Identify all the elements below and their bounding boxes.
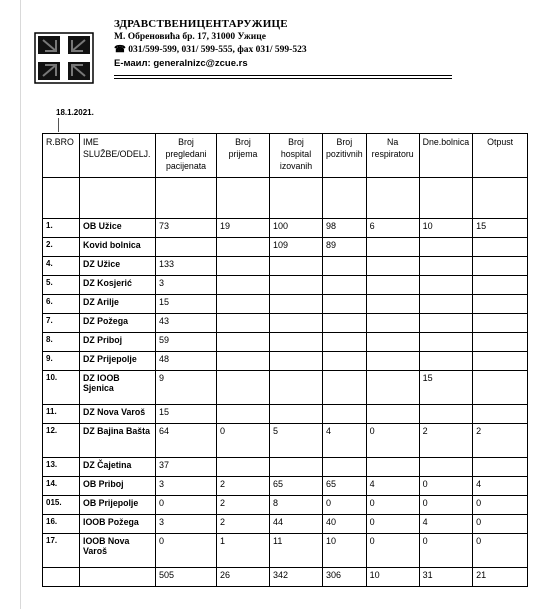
col-header: Na respiratoru	[366, 134, 419, 178]
row-number: 17.	[43, 534, 80, 568]
cell-value	[419, 314, 472, 333]
cell-value: 15	[473, 219, 528, 238]
cell-value: 2	[419, 424, 472, 458]
cell-value: 2	[473, 424, 528, 458]
row-number: 015.	[43, 496, 80, 515]
cell-value	[323, 458, 367, 477]
cell-value	[270, 371, 323, 405]
cell-value	[473, 458, 528, 477]
health-center-logo	[34, 32, 94, 84]
cell-value	[270, 295, 323, 314]
col-header: Broj pregledani pacijenata	[156, 134, 217, 178]
cell-value: 0	[156, 496, 217, 515]
cell-value: 43	[156, 314, 217, 333]
cell-value	[270, 314, 323, 333]
totals-row	[43, 568, 528, 587]
row-number: 10.	[43, 371, 80, 405]
table-row	[43, 257, 528, 276]
cell-value	[473, 352, 528, 371]
cell-value	[323, 257, 367, 276]
cell-value	[473, 276, 528, 295]
cell-value: 0	[366, 496, 419, 515]
cell-value: 2	[217, 477, 270, 496]
cell-value: 89	[323, 238, 367, 257]
cell-value: 10	[323, 534, 367, 568]
cell-value: 15	[156, 405, 217, 424]
cell-value: 0	[473, 515, 528, 534]
cell-value	[217, 276, 270, 295]
service-name: DZ Užice	[80, 257, 156, 276]
service-name: IOOB Požega	[80, 515, 156, 534]
text-cursor	[58, 118, 59, 132]
table-row	[43, 515, 528, 534]
cell-value	[473, 238, 528, 257]
address: М. Обреновића бр. 17, 31000 Ужице	[114, 32, 266, 42]
cell-value: 0	[366, 515, 419, 534]
cell-value: 0	[473, 534, 528, 568]
col-header: Broj pozitivnih	[323, 134, 367, 178]
page-margin	[20, 0, 21, 609]
cell-value: 505	[156, 568, 217, 587]
cell-value: 3	[156, 477, 217, 496]
cell-value: 0	[156, 534, 217, 568]
cell-value	[366, 276, 419, 295]
col-header: R.BRO	[43, 134, 80, 178]
cell-value	[366, 458, 419, 477]
cell-value: 4	[366, 477, 419, 496]
table-row	[43, 458, 528, 477]
cell-value: 65	[323, 477, 367, 496]
institution-name: ЗДРАВСТВЕНИЦЕНТАРУЖИЦЕ	[114, 18, 288, 30]
cell-value: 342	[270, 568, 323, 587]
cell-value: 0	[323, 496, 367, 515]
row-number: 1.	[43, 219, 80, 238]
service-name: DZ Požega	[80, 314, 156, 333]
cell-value	[366, 371, 419, 405]
service-name: DZ Čajetina	[80, 458, 156, 477]
cell-value	[419, 238, 472, 257]
blank-row	[43, 178, 528, 219]
email-line: E-маил: generalnizc@zcue.rs	[114, 58, 248, 69]
cell-value	[366, 352, 419, 371]
table-header-row	[43, 134, 528, 178]
cell-value	[217, 257, 270, 276]
service-name: OB Prijepolje	[80, 496, 156, 515]
cell-value	[419, 405, 472, 424]
cell-value: 8	[270, 496, 323, 515]
cell-value	[323, 405, 367, 424]
cell-value: 11	[270, 534, 323, 568]
table-row	[43, 424, 528, 458]
cell-value	[366, 238, 419, 257]
cell-value: 19	[217, 219, 270, 238]
row-number: 16.	[43, 515, 80, 534]
table-row	[43, 219, 528, 238]
cell-value: 4	[419, 515, 472, 534]
cell-value: 0	[473, 496, 528, 515]
cell-value: 109	[270, 238, 323, 257]
service-name: IOOB Nova Varoš	[80, 534, 156, 568]
cell-value	[473, 257, 528, 276]
service-name: DZ Bajina Bašta	[80, 424, 156, 458]
table-row	[43, 276, 528, 295]
table-row	[43, 238, 528, 257]
cell-value: 0	[366, 534, 419, 568]
cell-value: 4	[323, 424, 367, 458]
cell-value: 64	[156, 424, 217, 458]
row-number	[43, 568, 80, 587]
service-name: OB Užice	[80, 219, 156, 238]
col-header: Broj hospital izovanih	[270, 134, 323, 178]
row-number: 7.	[43, 314, 80, 333]
row-number: 11.	[43, 405, 80, 424]
cell-value	[270, 257, 323, 276]
cell-value: 4	[473, 477, 528, 496]
report-date: 18.1.2021.	[56, 108, 94, 117]
cell-value: 0	[419, 534, 472, 568]
row-number: 9.	[43, 352, 80, 371]
cell-value: 2	[217, 496, 270, 515]
cell-value: 0	[419, 496, 472, 515]
table-row	[43, 405, 528, 424]
cell-value: 0	[419, 477, 472, 496]
col-header: Otpust	[473, 134, 528, 178]
cell-value	[419, 257, 472, 276]
cell-value: 15	[419, 371, 472, 405]
cell-value	[473, 295, 528, 314]
service-name: Kovid bolnica	[80, 238, 156, 257]
cell-value: 37	[156, 458, 217, 477]
cell-value	[217, 371, 270, 405]
cell-value	[270, 405, 323, 424]
phone-fax: ☎ 031/599-599, 031/ 599-555, фах 031/ 599-523	[114, 45, 307, 55]
service-name: DZ Prijepolje	[80, 352, 156, 371]
cell-value	[366, 405, 419, 424]
cell-value	[323, 352, 367, 371]
service-name	[80, 568, 156, 587]
cell-value: 73	[156, 219, 217, 238]
letterhead	[114, 18, 307, 70]
cell-value	[270, 333, 323, 352]
cell-value	[323, 276, 367, 295]
cell-value	[323, 295, 367, 314]
table-row	[43, 333, 528, 352]
cell-value: 15	[156, 295, 217, 314]
cell-value: 6	[366, 219, 419, 238]
row-number: 6.	[43, 295, 80, 314]
cell-value	[419, 276, 472, 295]
cell-value: 98	[323, 219, 367, 238]
service-name: DZ IOOB Sjenica	[80, 371, 156, 405]
row-number: 4.	[43, 257, 80, 276]
cell-value: 31	[419, 568, 472, 587]
cell-value	[270, 276, 323, 295]
service-name: DZ Priboj	[80, 333, 156, 352]
table-row	[43, 295, 528, 314]
cell-value: 10	[419, 219, 472, 238]
cell-value	[366, 333, 419, 352]
col-header: Broj prijema	[217, 134, 270, 178]
cell-value	[419, 352, 472, 371]
cell-value	[419, 333, 472, 352]
cell-value	[366, 314, 419, 333]
service-name: DZ Nova Varoš	[80, 405, 156, 424]
cell-value: 0	[366, 424, 419, 458]
cell-value: 21	[473, 568, 528, 587]
cell-value: 40	[323, 515, 367, 534]
cell-value	[270, 352, 323, 371]
divider	[114, 78, 452, 79]
table-row	[43, 371, 528, 405]
row-number: 2.	[43, 238, 80, 257]
cell-value	[473, 314, 528, 333]
service-name: OB Priboj	[80, 477, 156, 496]
table-row	[43, 314, 528, 333]
row-number: 12.	[43, 424, 80, 458]
cell-value	[270, 458, 323, 477]
cell-value: 59	[156, 333, 217, 352]
cell-value: 100	[270, 219, 323, 238]
cell-value	[217, 314, 270, 333]
table-row	[43, 352, 528, 371]
divider	[114, 75, 452, 76]
cell-value: 44	[270, 515, 323, 534]
service-name: DZ Kosjerić	[80, 276, 156, 295]
cell-value	[217, 405, 270, 424]
row-number: 5.	[43, 276, 80, 295]
cell-value	[323, 314, 367, 333]
row-number: 8.	[43, 333, 80, 352]
cell-value: 3	[156, 515, 217, 534]
cell-value: 65	[270, 477, 323, 496]
cell-value	[473, 371, 528, 405]
cell-value: 2	[217, 515, 270, 534]
table-row	[43, 477, 528, 496]
cell-value	[473, 333, 528, 352]
table-row	[43, 534, 528, 568]
cell-value	[323, 333, 367, 352]
cell-value	[323, 371, 367, 405]
cell-value: 26	[217, 568, 270, 587]
cell-value	[217, 333, 270, 352]
cell-value: 9	[156, 371, 217, 405]
cell-value: 48	[156, 352, 217, 371]
cell-value: 133	[156, 257, 217, 276]
cell-value	[366, 257, 419, 276]
table-row	[43, 496, 528, 515]
row-number: 13.	[43, 458, 80, 477]
cell-value	[419, 458, 472, 477]
cell-value	[217, 295, 270, 314]
cell-value	[156, 238, 217, 257]
cell-value: 1	[217, 534, 270, 568]
cell-value: 5	[270, 424, 323, 458]
cell-value	[217, 458, 270, 477]
phone-icon: ☎	[114, 45, 126, 55]
cell-value	[419, 295, 472, 314]
cell-value: 0	[217, 424, 270, 458]
col-header: IME SLUŽBE/ODELJ.	[80, 134, 156, 178]
col-header: Dne.bolnica	[419, 134, 472, 178]
cell-value: 10	[366, 568, 419, 587]
report-table	[42, 133, 528, 587]
cell-value: 3	[156, 276, 217, 295]
cell-value	[473, 405, 528, 424]
cell-value: 306	[323, 568, 367, 587]
cell-value	[217, 238, 270, 257]
row-number: 14.	[43, 477, 80, 496]
cell-value	[217, 352, 270, 371]
cell-value	[366, 295, 419, 314]
service-name: DZ Arilje	[80, 295, 156, 314]
